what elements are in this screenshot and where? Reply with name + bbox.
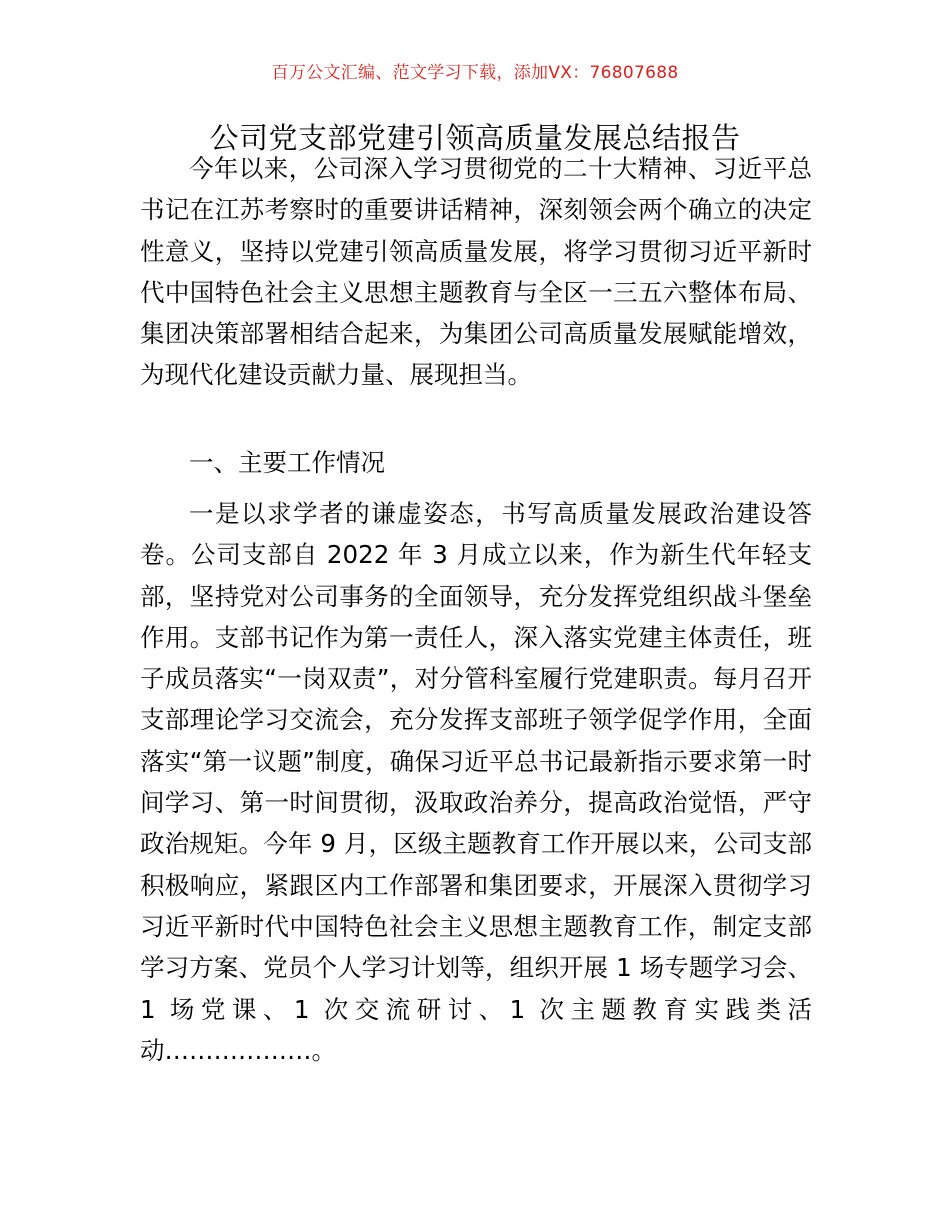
document-title: 公司党支部党建引领高质量发展总结报告 [209,121,741,155]
body-paragraph: 一是以求学者的谦虚姿态，书写高质量发展政治建设答卷。公司支部自 2022 年 3 月成立以来，作为新生代年轻支部，坚持党对公司事务的全面领导，充分发挥党组织战斗堡垒作用。支部书记作为第一责任人，深入落实党建主体责任，班子成员落实“一岗双责”，对分管科室履行党建职责。每月召开支部理论学习交流会，充分发挥支部班子领学促学作用，全面落实“第一议题”制度，确保习近平总书记最新指示要求第一时间学习、第一时间贯彻，汲取政治养分，提高政治觉悟，严守政治规矩。今年 9 月，区级主题教育工作开展以来，公司支部积极响应，紧跟区内工作部署和集团要求，开展深入贯彻学习习近平新时代中国特色社会主义思想主题教育工作，制定支部学习方案、党员个人学习计划等，组织开展 1 场专题学习会、1 场党课、1 次交流研讨、1 次主题教育实践类活动………………。 [140,499,812,1065]
section-heading: 一、主要工作情况 [189,448,385,477]
intro-paragraph: 今年以来，公司深入学习贯彻党的二十大精神、习近平总书记在江苏考察时的重要讲话精神，深刻领会两个确立的决定性意义，坚持以党建引领高质量发展，将学习贯彻习近平新时代中国特色社会主义思想主题教育与全区一三五六整体布局、集团决策部署相结合起来，为集团公司高质量发展赋能增效，为现代化建设贡献力量、展现担当。 [140,154,812,390]
header-watermark-note: 百万公文汇编、范文学习下载，添加VX：76807688 [271,63,679,83]
